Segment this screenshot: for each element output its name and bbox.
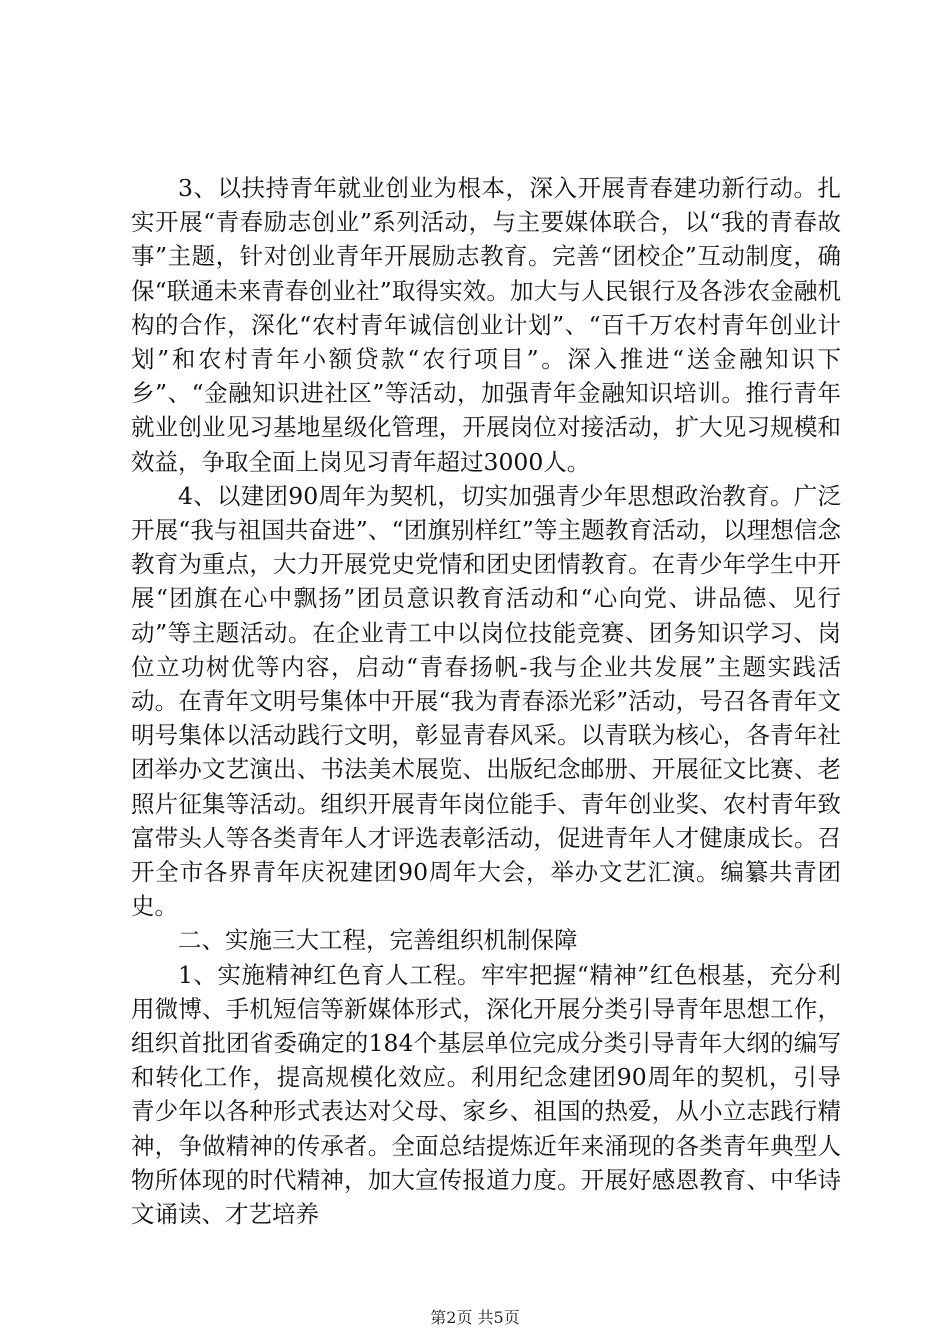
paragraph-anniversary: 4、以建团90周年为契机，切实加强青少年思想政治教育。广泛开展“我与祖国共奋进”、“团旗别样红”等主题教育活动，以理想信念教育为重点，大力开展党史党情和团史团情教育。在青少年学生中开展“团旗在心中飘扬”团员意识教育活动和“心向党、讲品德、见行动”等主题活动。在企业青工中以岗位技能竞赛、团务知识学习、岗位立功树优等内容，启动“青春扬帆-我与企业共发展”主题实践活动。在青年文明号集体中开展“我为青春添光彩”活动，号召各青年文明号集体以活动践行文明，彰显青春风采。以青联为核心，各青年社团举办文艺演出、书法美术展览、出版纪念邮册、开展征文比赛、老照片征集等活动。组织开展青年岗位能手、青年创业奖、农村青年致富带头人等各类青年人才评选表彰活动，促进青年人才健康成长。召开全市各界青年庆祝建团90周年大会，举办文艺汇演。编纂共青团史。 xyxy=(131,481,841,921)
section-heading: 二、实施三大工程，完善组织机制保障 xyxy=(178,926,578,955)
document-body xyxy=(131,171,841,1231)
paragraph-red-education: 1、实施精神红色育人工程。牢牢把握“精神”红色根基，充分利用微博、手机短信等新媒体形式，深化开展分类引导青年思想工作，组织首批团省委确定的184个基层单位完成分类引导青年大纲的编写和转化工作，提高规模化效应。利用纪念建团90周年的契机，引导青少年以各种形式表达对父母、家乡、祖国的热爱，从小立志践行精神，争做精神的传承者。全面总结提炼近年来涌现的各类青年典型人物所体现的时代精神，加大宣传报道力度。开展好感恩教育、中华诗文诵读、才艺培养 xyxy=(131,960,841,1229)
page-number: 第2页 共5页 xyxy=(430,1308,520,1327)
paragraph-employment: 3、以扶持青年就业创业为根本，深入开展青春建功新行动。扎实开展“青春励志创业”系列活动，与主要媒体联合，以“我的青春故事”主题，针对创业青年开展励志教育。完善“团校企”互动制度，确保“联通未来青春创业社”取得实效。加大与人民银行及各涉农金融机构的合作，深化“农村青年诚信创业计划”、“百千万农村青年创业计划”和农村青年小额贷款“农行项目”。深入推进“送金融知识下乡”、“金融知识进社区”等活动，加强青年金融知识培训。推行青年就业创业见习基地星级化管理，开展岗位对接活动，扩大见习规模和效益，争取全面上岗见习青年超过3000人。 xyxy=(131,174,841,476)
